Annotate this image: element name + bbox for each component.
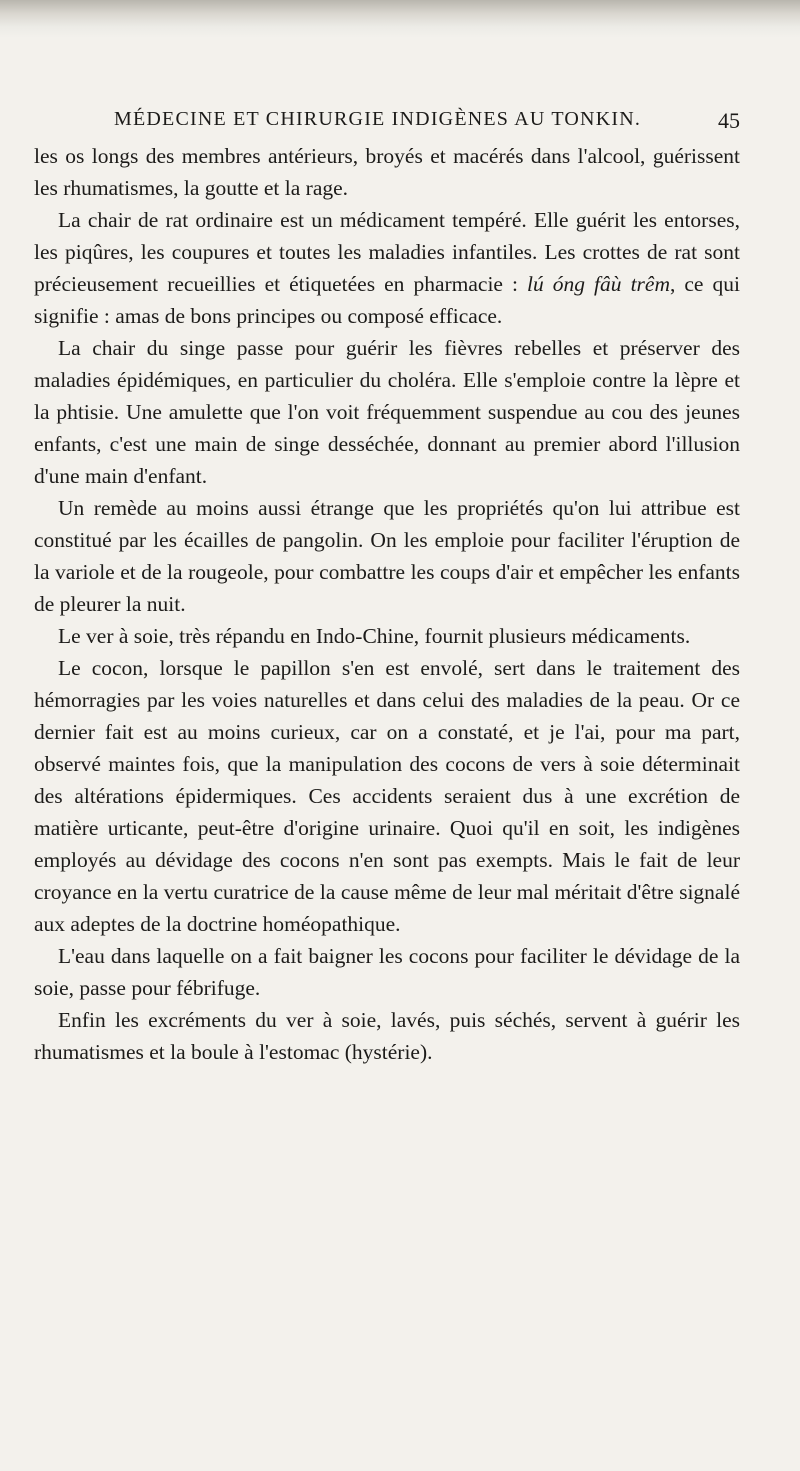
italic-term: lú óng fâù trêm: [527, 272, 670, 296]
paragraph-text: Le cocon, lorsque le papillon s'en est envolé, sert dans le traitement des hémorragies par les voies naturelles et dans celui des maladies de la peau. Or ce dernier fait est au moins curieux, car on a constaté, et je l'ai, pour ma part, observé maintes fois, que la manipulation des cocons de vers à soie déterminait des altérations épidermiques. Ces accidents seraient dus à une excrétion de matière urticante, peut-être d'origine urinaire. Quoi qu'il en soit, les indigènes employés au dévidage des cocons n'en sont pas exempts. Mais le fait de leur croyance en la vertu curatrice de la cause même de leur mal méritait d'être signalé aux adeptes de la doctrine homéopathique.: [34, 656, 740, 936]
paragraph: [34, 140, 740, 204]
paragraph-text: Enfin les excréments du ver à soie, lavés, puis séchés, servent à guérir les rhumatismes et la boule à l'estomac (hystérie).: [34, 1008, 740, 1064]
paragraph: [34, 204, 740, 332]
paragraph-text: L'eau dans laquelle on a fait baigner les cocons pour faciliter le dévidage de la soie, passe pour fébrifuge.: [34, 944, 740, 1000]
page-number: 45: [718, 108, 740, 133]
running-header: [34, 100, 740, 140]
body-text: [34, 140, 740, 1068]
paragraph-text: La chair de rat ordinaire est un médicament tempéré. Elle guérit les entorses, les piqûres, les coupures et toutes les maladies infantiles. Les crottes de rat sont précieusement recueillies et étiquetées en pharmacie :: [34, 208, 740, 296]
paragraph: [34, 620, 740, 652]
paragraph: [34, 332, 740, 492]
paragraph-text: Le ver à soie, très répandu en Indo-Chine, fournit plusieurs médicaments.: [58, 624, 691, 648]
paragraph-text: les os longs des membres antérieurs, broyés et macérés dans l'alcool, guérissent les rhumatismes, la goutte et la rage.: [34, 144, 740, 200]
running-title: MÉDECINE ET CHIRURGIE INDIGÈNES AU TONKIN.: [114, 108, 642, 130]
paragraph-text: , ce qui signifie : amas de bons principes ou composé efficace.: [34, 272, 740, 328]
paragraph: [34, 652, 740, 940]
paragraph-text: Un remède au moins aussi étrange que les propriétés qu'on lui attribue est constitué par les écailles de pangolin. On les emploie pour faciliter l'éruption de la variole et de la rougeole, pour combattre les coups d'air et empêcher les enfants de pleurer la nuit.: [34, 496, 740, 616]
scan-edge-noise: [0, 0, 800, 38]
paragraph-text: La chair du singe passe pour guérir les fièvres rebelles et préserver des maladies épidémiques, en particulier du choléra. Elle s'emploie contre la lèpre et la phtisie. Une amulette que l'on voit fréquemment suspendue au cou des jeunes enfants, c'est une main de singe desséchée, donnant au premier abord l'illusion d'une main d'enfant.: [34, 336, 740, 488]
paragraph: [34, 940, 740, 1004]
paragraph: [34, 492, 740, 620]
book-page: [34, 100, 740, 1068]
paragraph: [34, 1004, 740, 1068]
